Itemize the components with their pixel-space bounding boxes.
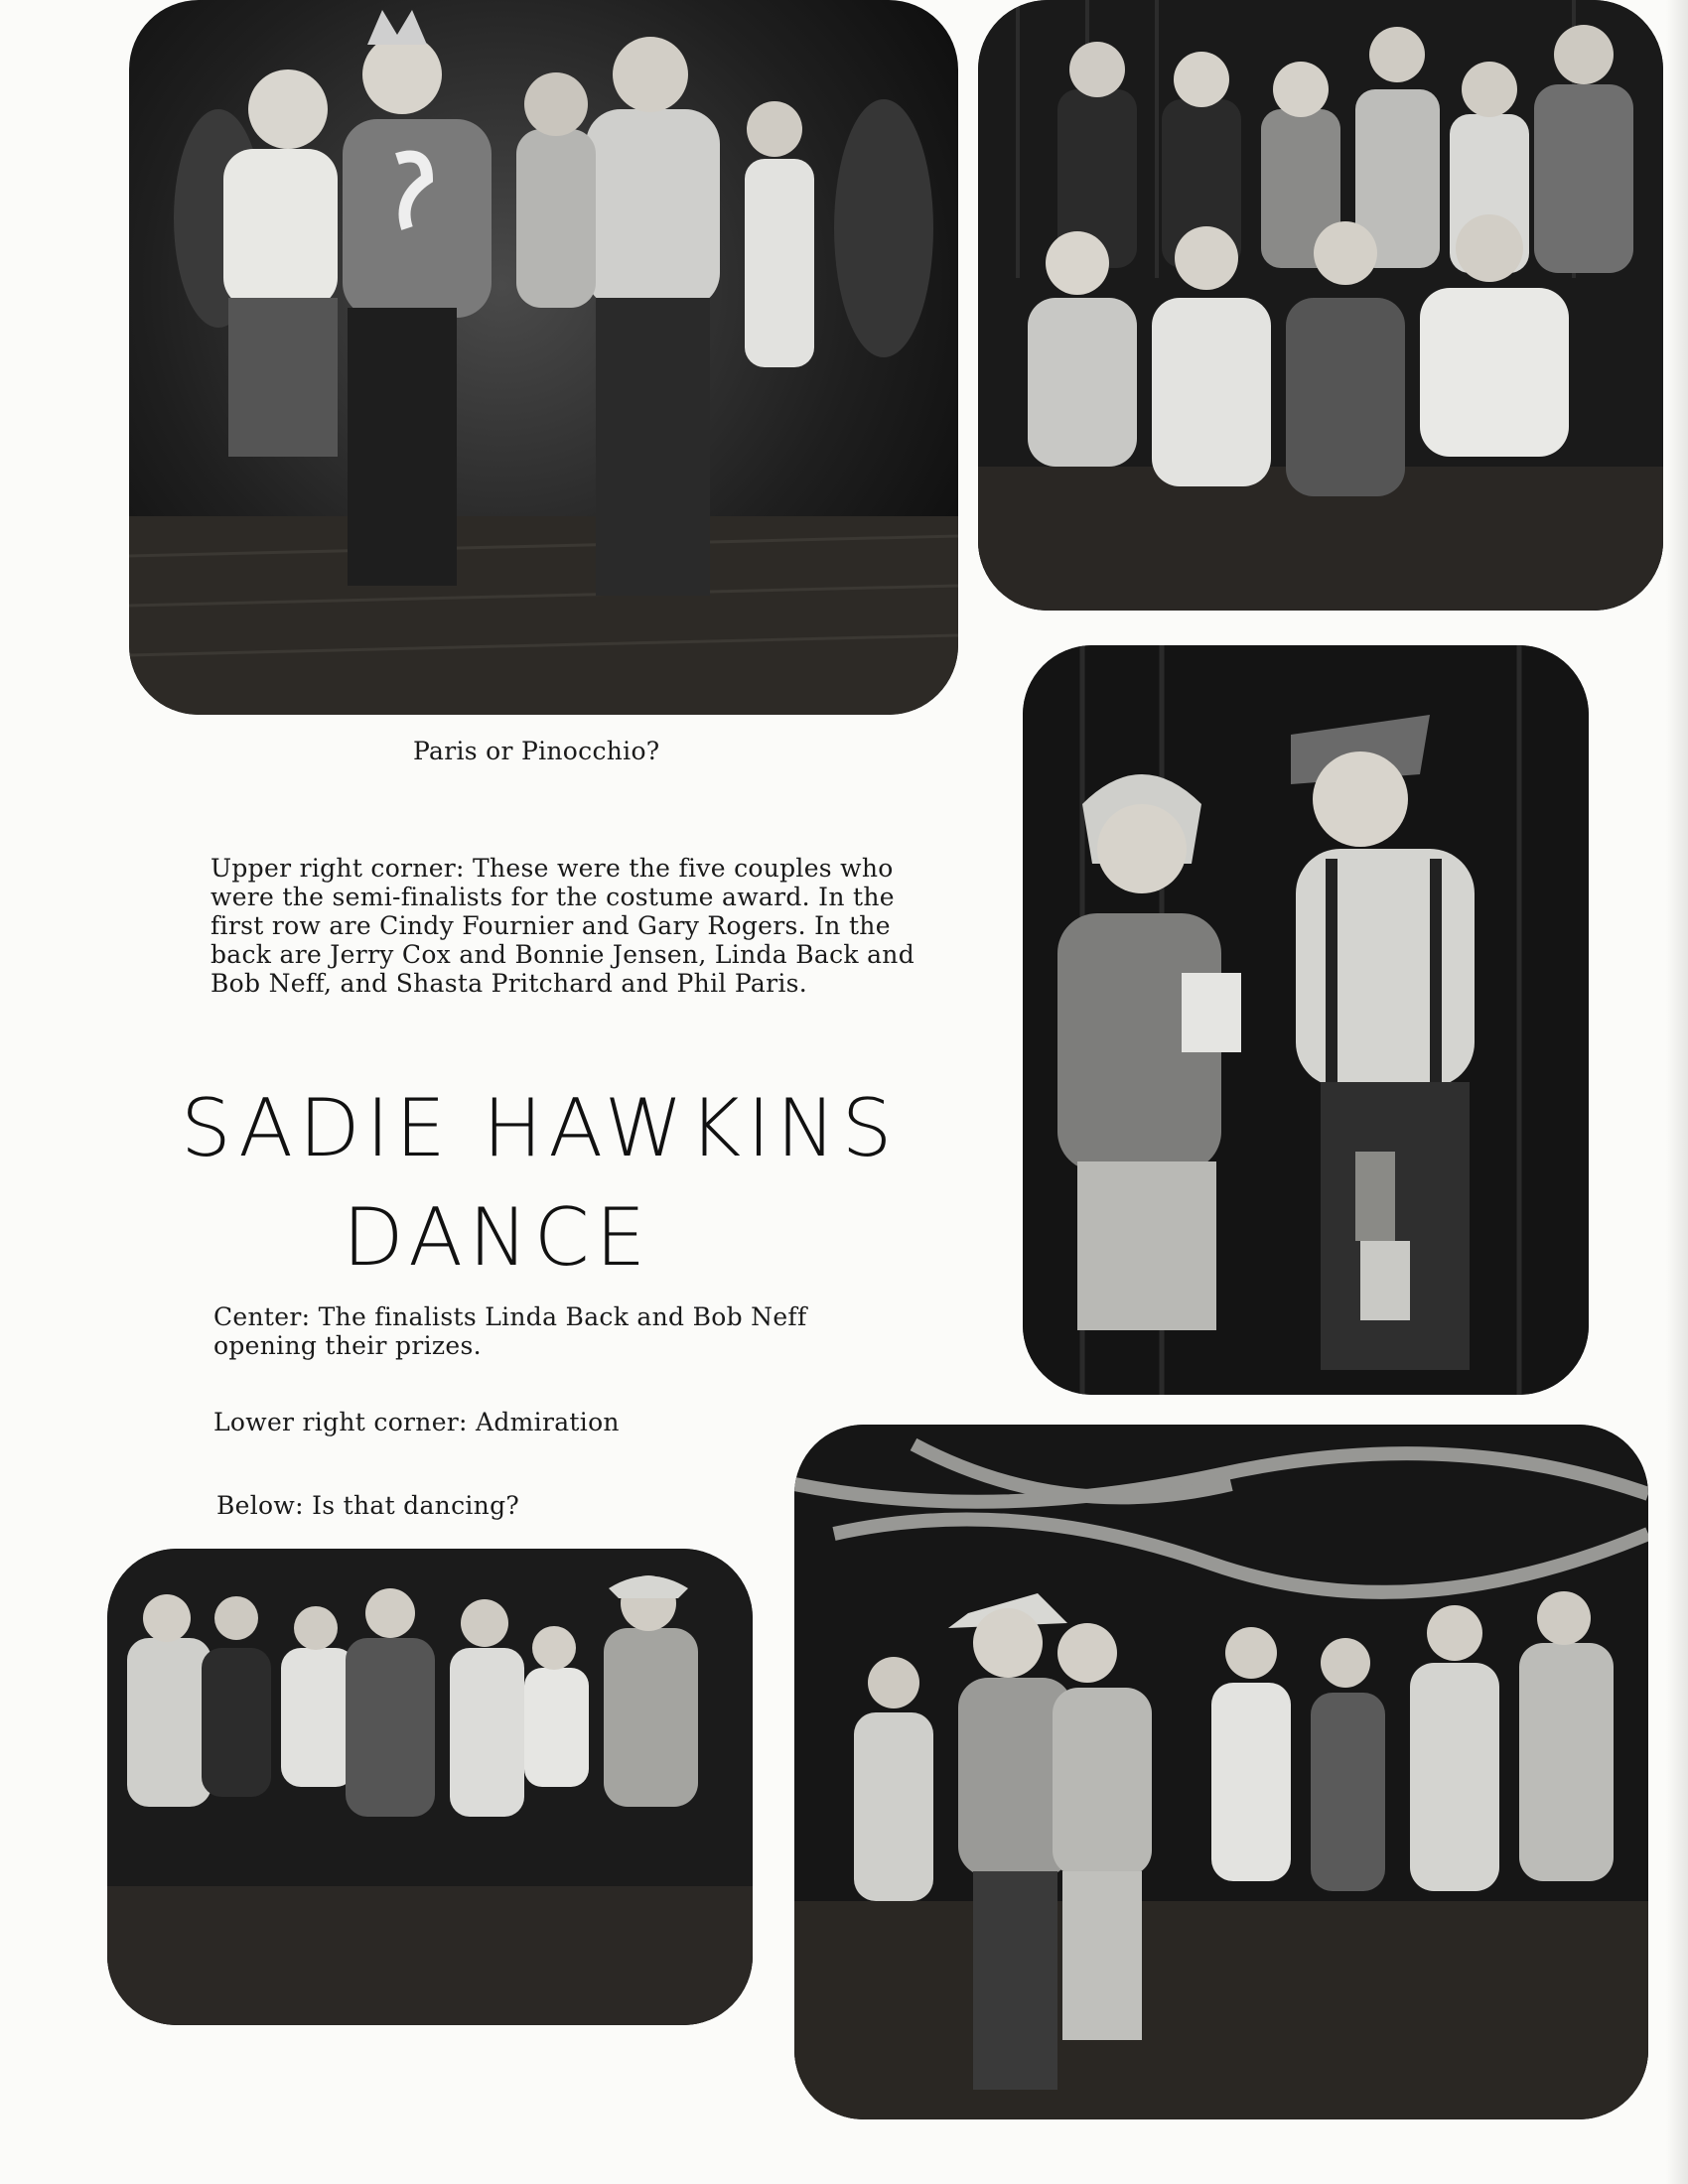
caption-upper-right-line: first row are Cindy Fournier and Gary Rogers. In the — [211, 911, 891, 940]
page-title-line-2: DANCE — [343, 1191, 652, 1284]
caption-paris-or-pinocchio: Paris or Pinocchio? — [413, 737, 660, 765]
photo-semi-finalists-scene — [978, 0, 1663, 611]
page-title-line-1: SADIE HAWKINS — [181, 1082, 899, 1174]
photo-finalists-scene — [1023, 645, 1589, 1395]
photo-semi-finalists — [978, 0, 1663, 611]
scan-edge — [1666, 0, 1688, 2184]
photo-paris-scene — [129, 0, 958, 715]
photo-is-that-dancing — [107, 1549, 753, 2025]
photo-dancing-scene — [107, 1549, 753, 2025]
caption-center-line: opening their prizes. — [213, 1331, 482, 1360]
caption-center-line: Center: The finalists Linda Back and Bob Neff — [213, 1302, 807, 1331]
caption-lower-right: Lower right corner: Admiration — [213, 1408, 620, 1436]
photo-finalists — [1023, 645, 1589, 1395]
caption-below: Below: Is that dancing? — [216, 1491, 520, 1520]
caption-upper-right-line: Upper right corner: These were the five couples who — [211, 854, 894, 883]
photo-admiration — [794, 1425, 1648, 2119]
caption-upper-right-line: back are Jerry Cox and Bonnie Jensen, Linda Back and — [211, 940, 915, 969]
photo-admiration-scene — [794, 1425, 1648, 2119]
caption-upper-right-line: Bob Neff, and Shasta Pritchard and Phil Paris. — [211, 969, 808, 998]
caption-upper-right-line: were the semi-finalists for the costume award. In the — [211, 883, 895, 911]
photo-paris-or-pinocchio — [129, 0, 958, 715]
